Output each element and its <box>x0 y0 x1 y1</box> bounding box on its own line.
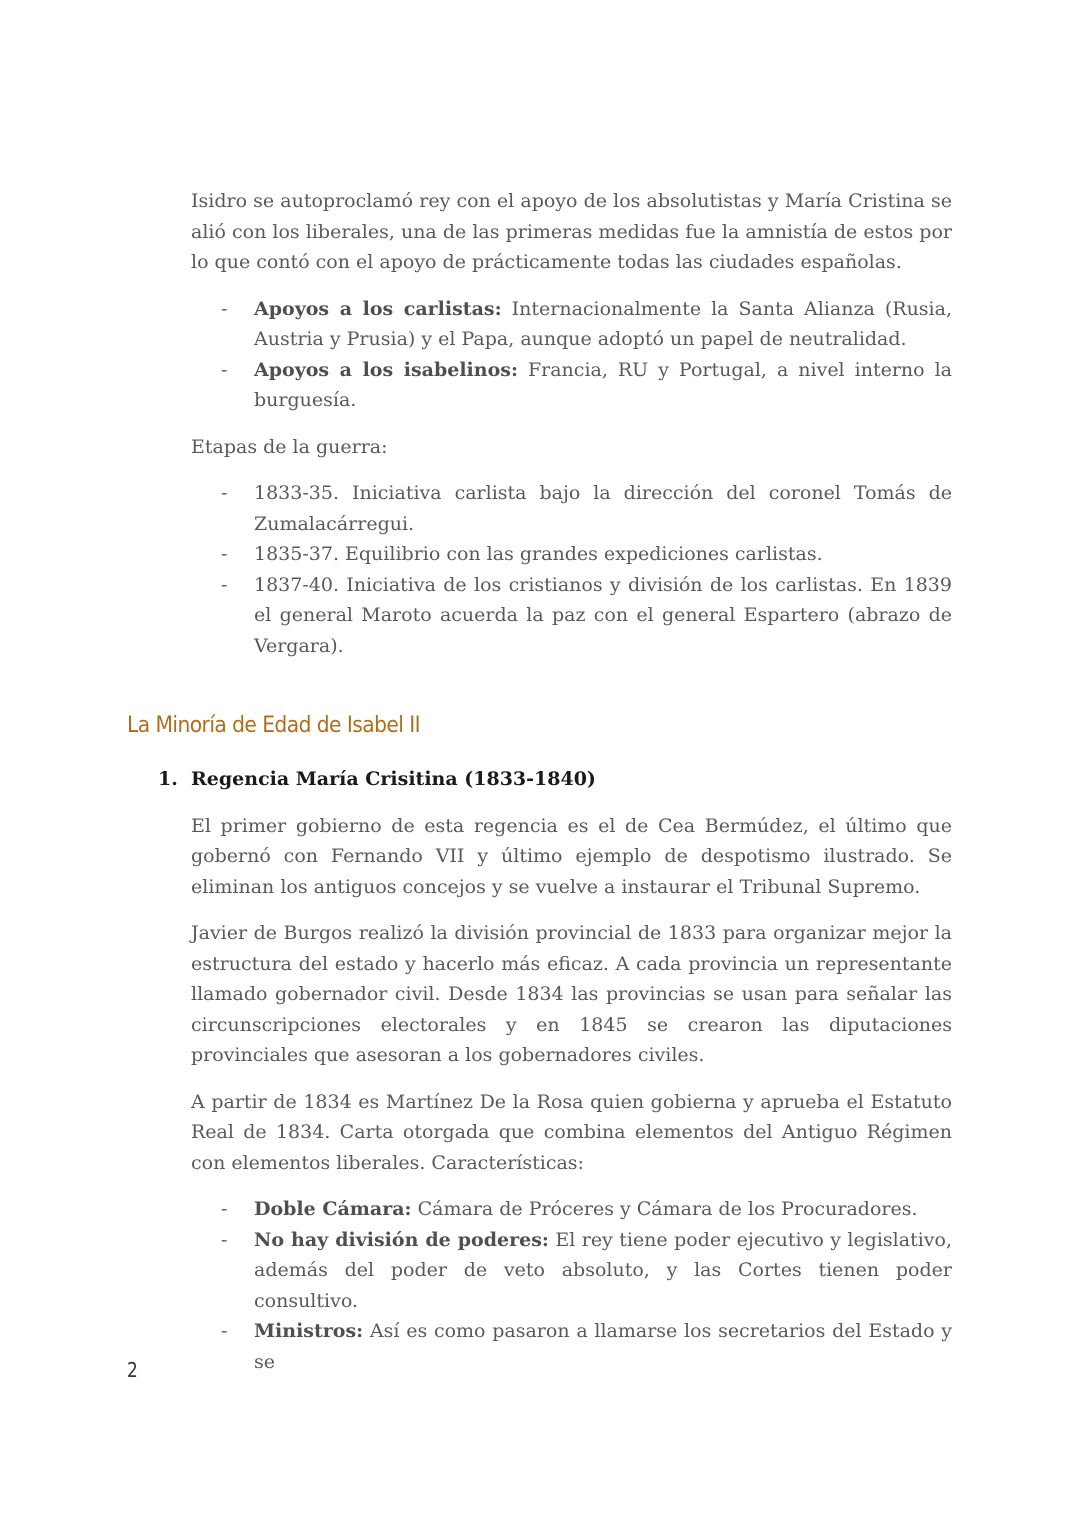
list-item <box>191 1316 952 1377</box>
dash-marker: - <box>221 482 228 504</box>
dash-marker: - <box>221 1228 228 1251</box>
section-content <box>158 764 953 1393</box>
supports-list <box>191 294 952 416</box>
list-item-label: Apoyos a los carlistas: <box>254 297 502 320</box>
list-item-text: 1833-35. Iniciativa carlista bajo la dirección del coronel Tomás de Zumalacárregui. <box>254 482 952 535</box>
list-item <box>191 355 952 416</box>
dash-marker: - <box>221 358 228 381</box>
dash-marker: - <box>221 573 228 596</box>
list-item <box>191 539 952 570</box>
numbered-subheading <box>158 764 952 795</box>
item-number: 1. <box>158 768 178 790</box>
list-item-label: No hay división de poderes: <box>254 1228 549 1251</box>
paragraph: El primer gobierno de esta regencia es el de Cea Bermúdez, el último que gobernó con Fernando VII y último ejemplo de despotismo ilustrado. Se eliminan los antiguos concejos y se vuelve a instaurar el Tribunal Supremo. <box>191 814 952 898</box>
list-item-text: El rey tiene poder ejecutivo y legislativo, además del poder de veto absoluto, y las Cortes tienen poder consultivo. <box>254 1228 953 1312</box>
list-item <box>191 1225 952 1317</box>
list-item <box>191 570 952 662</box>
paragraph: Javier de Burgos realizó la división provincial de 1833 para organizar mejor la estructura del estado y hacerlo más eficaz. A cada provincia un representante llamado gobernador civil. Desde 1834 las provincias se usan para señalar las circunscripciones electorales y en 1845 se crearon las diputaciones provinciales que asesoran a los gobernadores civiles. <box>191 922 952 1066</box>
item-title: Regencia María Crisitina (1833-1840) <box>191 768 596 790</box>
list-item-text: Cámara de Próceres y Cámara de los Procuradores. <box>411 1198 918 1220</box>
list-item <box>191 478 952 539</box>
dash-marker: - <box>221 543 228 565</box>
dash-marker: - <box>221 1320 228 1342</box>
dash-marker: - <box>221 1198 228 1220</box>
dash-marker: - <box>221 297 228 320</box>
list-item <box>191 294 952 355</box>
list-item-text: Así es como pasaron a llamarse los secretarios del Estado y se <box>254 1320 952 1373</box>
stages-list <box>191 478 952 661</box>
list-item <box>191 1194 952 1225</box>
list-item-text: Internacionalmente la Santa Alianza (Rusia, Austria y Prusia) y el Papa, aunque adoptó un papel de neutralidad. <box>254 297 952 350</box>
section-heading: La Minoría de Edad de Isabel II <box>127 713 421 738</box>
list-item-label: Doble Cámara: <box>254 1198 412 1220</box>
paragraph: A partir de 1834 es Martínez De la Rosa quien gobierna y aprueba el Estatuto Real de 1834. Carta otorgada que combina elementos del Antiguo Régimen con elementos liberales. Características: <box>191 1090 952 1174</box>
characteristics-list <box>191 1194 952 1377</box>
list-item-label: Ministros: <box>254 1320 364 1342</box>
list-item-text: 1835-37. Equilibrio con las grandes expediciones carlistas. <box>254 543 823 565</box>
stages-intro: Etapas de la guerra: <box>191 435 388 458</box>
list-item-text: Francia, RU y Portugal, a nivel interno la burguesía. <box>254 358 952 411</box>
page-number: 2 <box>127 1358 138 1382</box>
list-item-label: Apoyos a los isabelinos: <box>254 358 518 381</box>
intro-paragraph: Isidro se autoproclamó rey con el apoyo de los absolutistas y María Cristina se alió con los liberales, una de las primeras medidas fue la amnistía de estos por lo que contó con el apoyo de prácticamente todas las ciudades españolas. <box>191 190 952 273</box>
list-item-text: 1837-40. Iniciativa de los cristianos y división de los carlistas. En 1839 el general Maroto acuerda la paz con el general Espartero (abrazo de Vergara). <box>254 573 952 657</box>
top-content <box>191 186 952 677</box>
